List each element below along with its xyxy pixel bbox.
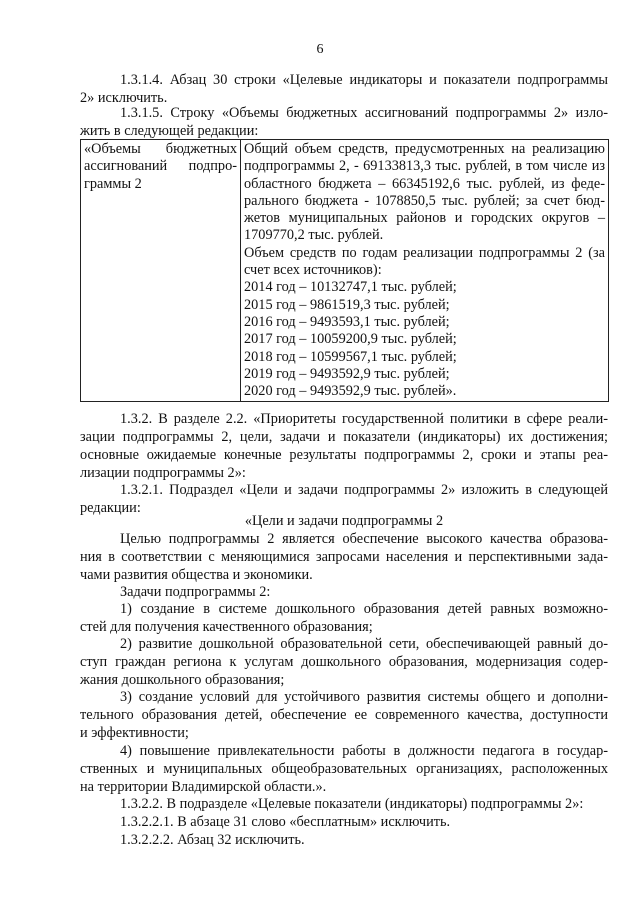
- paragraph-132: [80, 410, 608, 482]
- text-line: стей для получения качественного образования;: [80, 619, 373, 635]
- text-line: жетов муниципальных районов и городских округов –: [244, 210, 605, 227]
- text-line: 4) повышение привлекательности работы в должности педагога в государ-: [120, 743, 608, 759]
- table-cell-content: [241, 140, 609, 402]
- task-item-1: [80, 600, 608, 636]
- year-line: 2017 год – 10059200,9 тыс. рублей;: [244, 331, 457, 348]
- text-line: ственных и муниципальных общеобразовательных организациях, расположенных: [80, 761, 608, 777]
- text-line: 1.3.1.5. Строку «Объемы бюджетных ассигнований подпрограммы 2» изло-: [120, 105, 608, 121]
- text-line: 3) создание условий для устойчивого развития системы общего и дополни-: [120, 689, 608, 705]
- text-line: областного бюджета – 66345192,6 тыс. рублей, из феде-: [244, 175, 605, 192]
- year-line: 2019 год – 9493592,9 тыс. рублей;: [244, 365, 450, 382]
- paragraph-1322: [80, 795, 608, 813]
- tasks-heading: [80, 583, 608, 601]
- task-item-3: [80, 688, 608, 742]
- text-line: рального бюджета - 1078850,5 тыс. рублей; за счет бюд-: [244, 192, 605, 209]
- text-line: основные ожидаемые конечные результаты подпрограммы 2, сроки и этапы реа-: [80, 447, 608, 463]
- text-line: 1.3.2.2. В подразделе «Целевые показатели (индикаторы) подпрограммы 2»:: [120, 796, 584, 812]
- text-line: подпрограммы 2, - 69133813,3 тыс. рублей, в том числе из: [244, 158, 605, 175]
- text-line: и эффективности;: [80, 725, 189, 741]
- goal-paragraph: [80, 530, 608, 584]
- task-item-4: [80, 742, 608, 796]
- text-line: ступ граждан региона к услугам дошкольного образования, модернизация содер-: [80, 654, 608, 670]
- text-line: Целью подпрограммы 2 является обеспечение высокого качества образова-: [120, 531, 608, 547]
- text-line: 1.3.2. В разделе 2.2. «Приоритеты государственной политики в сфере реали-: [120, 411, 608, 427]
- text-line: Задачи подпрограммы 2:: [120, 584, 271, 600]
- text-line: редакции:: [80, 500, 141, 516]
- text-line: ния в соответствии с меняющимися запросами населения и перспективными зада-: [80, 549, 608, 565]
- text-line: Объем средств по годам реализации подпрограммы 2 (за: [244, 244, 605, 261]
- paragraph-13222: [80, 831, 608, 849]
- text-line: тельного образования детей, обеспечение ее современного качества, доступности: [80, 707, 608, 723]
- text-line: чами развития общества и экономики.: [80, 567, 313, 583]
- year-line: 2020 год – 9493592,9 тыс. рублей».: [244, 383, 457, 400]
- text-line: 1.3.2.2.2. Абзац 32 исключить.: [120, 832, 305, 848]
- year-line: 2014 год – 10132747,1 тыс. рублей;: [244, 279, 457, 296]
- table-row: [81, 140, 609, 402]
- paragraph-13221: [80, 813, 608, 831]
- text-line: счет всех источников):: [244, 262, 382, 279]
- text-line: 1.3.2.2.1. В абзаце 31 слово «бесплатным» исключить.: [120, 814, 451, 830]
- text-line: 1.3.1.4. Абзац 30 строки «Целевые индикаторы и показатели подпрограммы: [120, 72, 608, 88]
- text-line: 1.3.2.1. Подраздел «Цели и задачи подпрограммы 2» изложить в следующей: [120, 482, 608, 498]
- goals-heading: «Цели и задачи подпрограммы 2: [244, 513, 444, 529]
- text-line: 2) развитие дошкольной образовательной сети, обеспечивающей равный до-: [120, 636, 608, 652]
- text-line: на территории Владимирской области.».: [80, 779, 327, 795]
- text-line: Общий объем средств, предусмотренных на реализацию: [244, 141, 605, 157]
- paragraph-1315: [80, 104, 608, 140]
- text-line: зации подпрограммы 2, цели, задачи и показатели (индикаторы) их достижения;: [80, 429, 608, 445]
- text-line: жания дошкольного образования;: [80, 672, 285, 688]
- paragraph-1314: [80, 71, 608, 107]
- text-line: 1) создание в системе дошкольного образования детей равных возможно-: [120, 601, 608, 617]
- page-number: 6: [316, 42, 324, 57]
- year-line: 2018 год – 10599567,1 тыс. рублей;: [244, 348, 457, 365]
- budget-table: [80, 139, 609, 402]
- text-line: граммы 2: [84, 175, 142, 192]
- text-line: ассигнований подпро-: [84, 158, 237, 175]
- year-line: 2016 год – 9493593,1 тыс. рублей;: [244, 313, 450, 330]
- text-line: 2» исключить.: [80, 90, 168, 106]
- text-line: «Объемы бюджетных: [84, 141, 237, 157]
- table-cell-label: [81, 140, 241, 402]
- task-item-2: [80, 635, 608, 689]
- text-line: жить в следующей редакции:: [80, 123, 259, 139]
- year-line: 2015 год – 9861519,3 тыс. рублей;: [244, 296, 450, 313]
- text-line: лизации подпрограммы 2»:: [80, 465, 246, 481]
- text-line: 1709770,2 тыс. рублей.: [244, 227, 384, 244]
